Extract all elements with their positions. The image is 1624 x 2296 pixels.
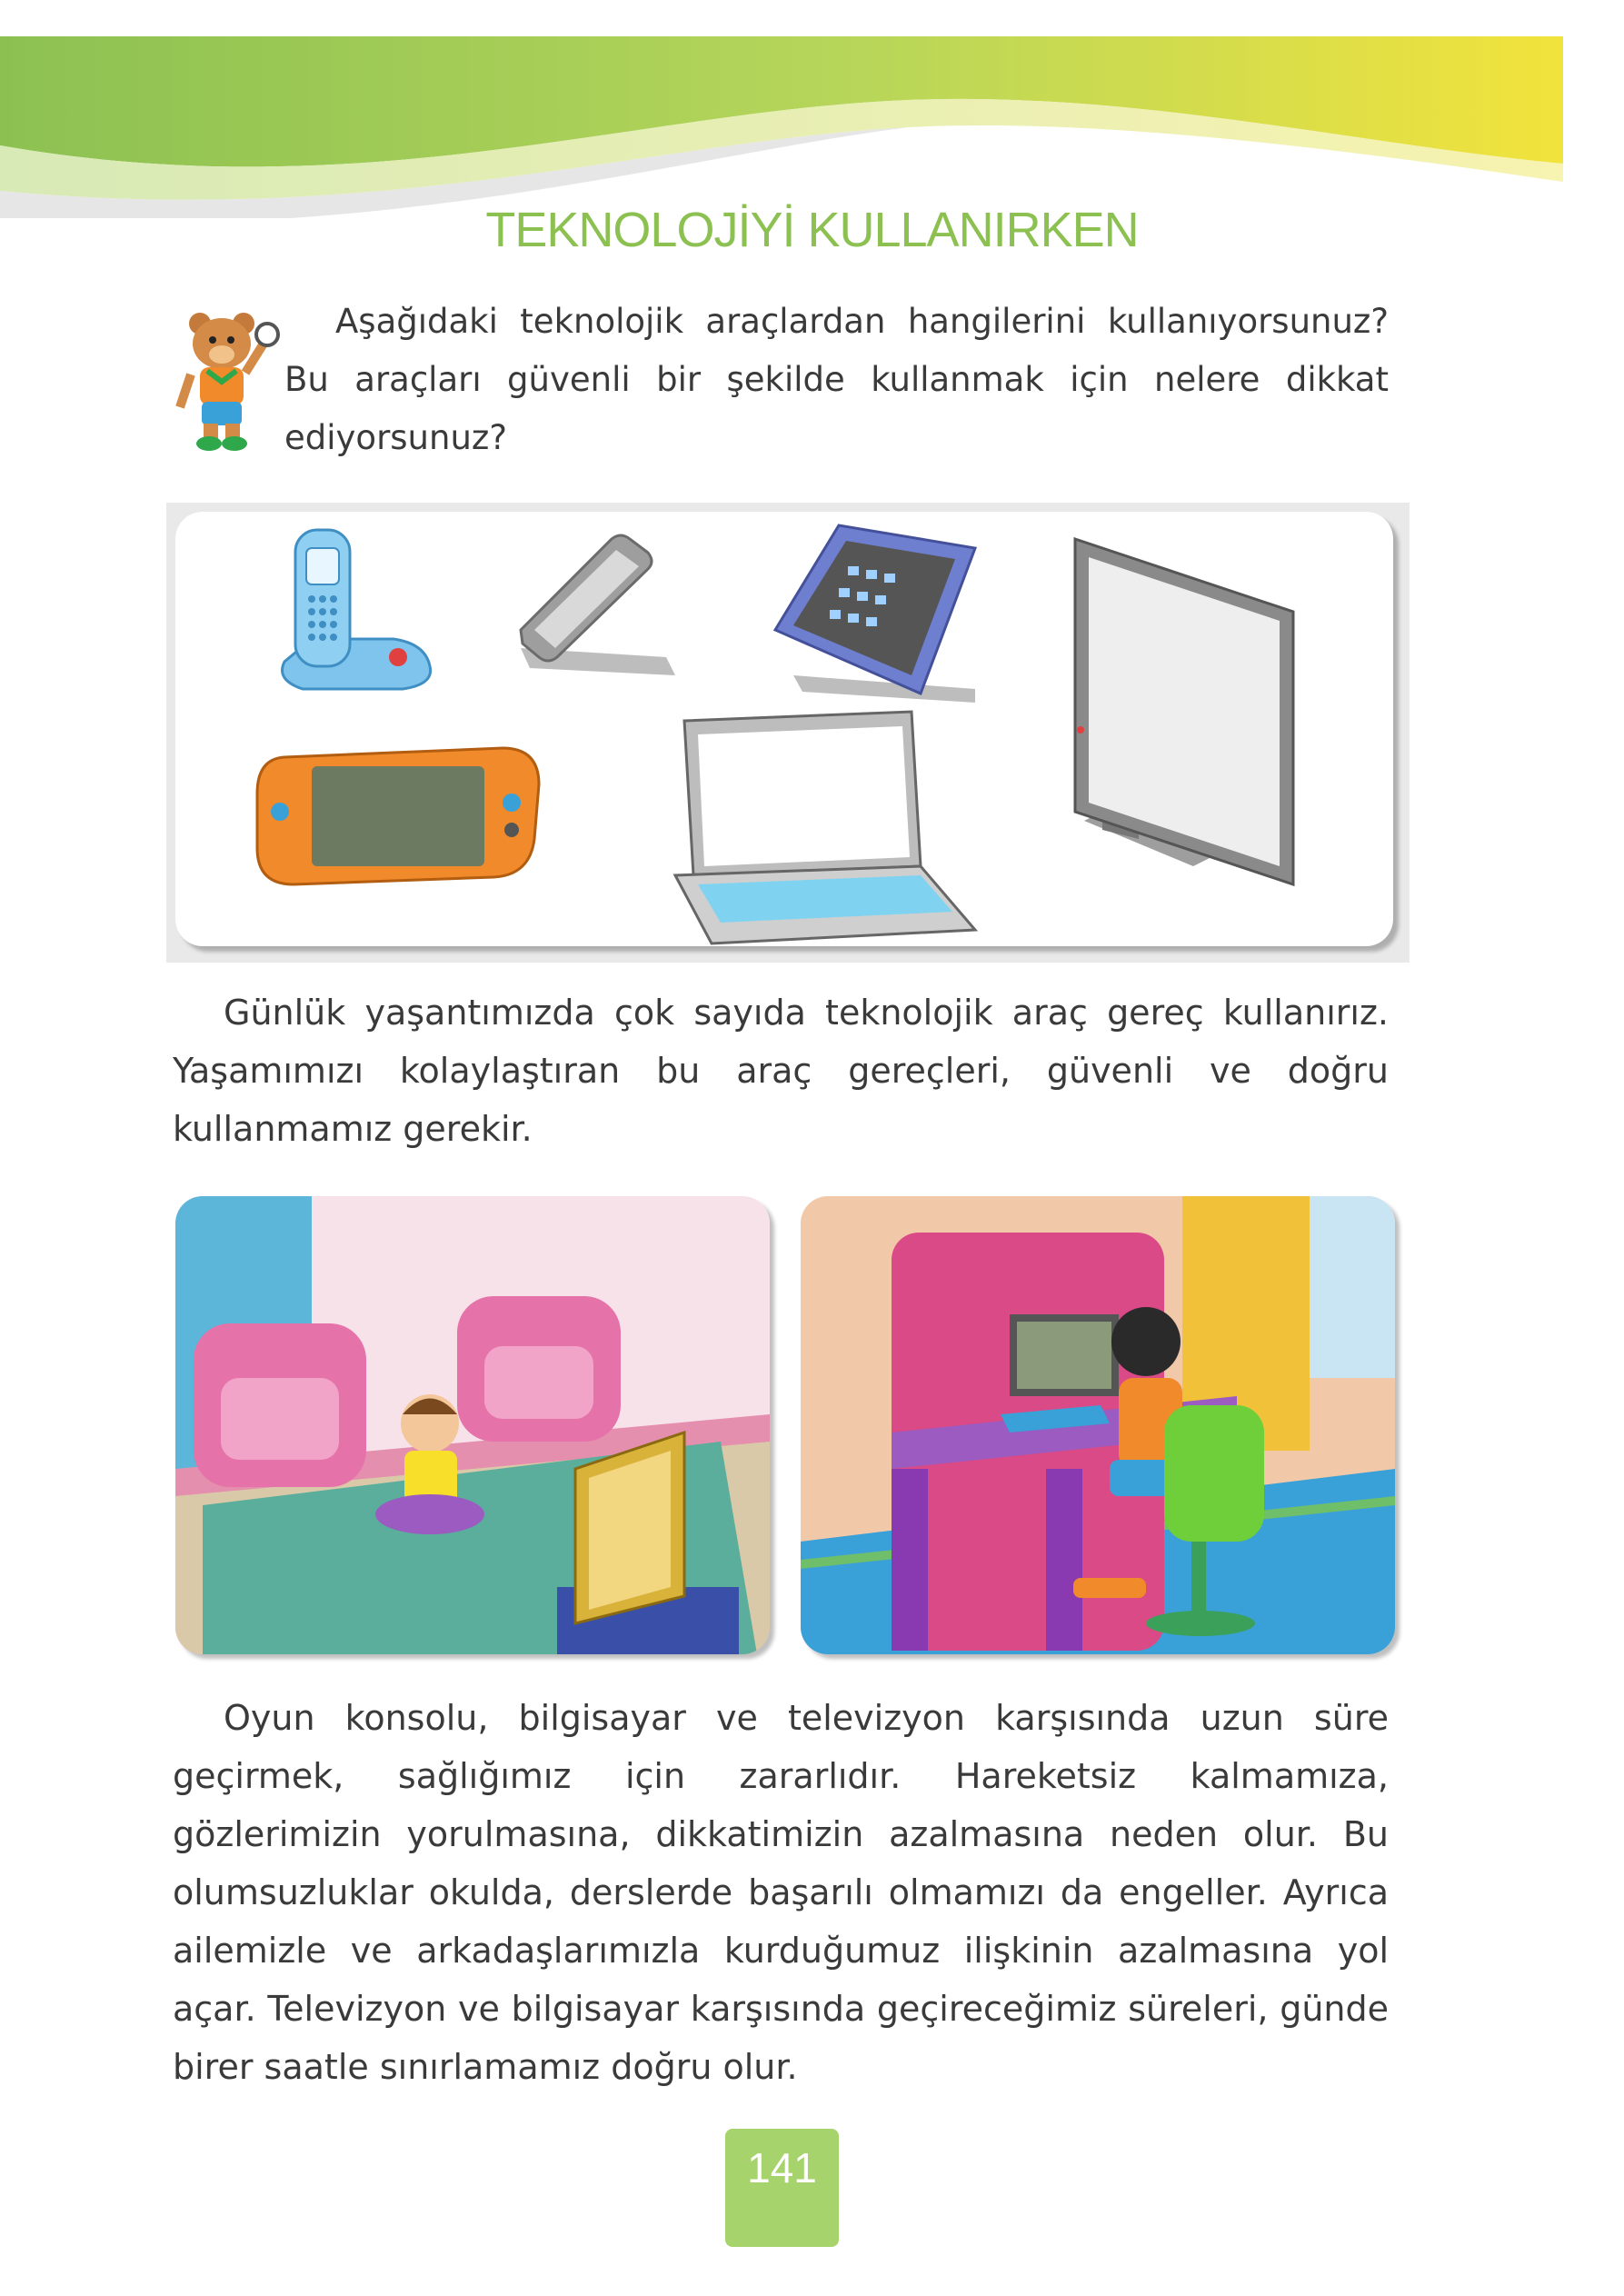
cordless-phone-image [283, 530, 431, 689]
bear-mascot [173, 307, 282, 453]
laptop-image [675, 712, 975, 943]
television-image [1075, 539, 1293, 884]
header-banner [0, 36, 1563, 218]
living-room-scene [166, 1187, 784, 1669]
paragraph-2: Oyun konsolu, bilgisayar ve televizyon karşısında uzun süre geçirmek, sağlığımız için zararlıdır. Hareketsiz kalmamıza, gözlerimizin yorulmasına, dikkatimizin azalmasına neden olur. Bu olumsuzluklar okulda, derslerde başarılı olmamızı da engeller. Ayrıca ailemizle ve arkadaşlarımızla kurduğumuz ilişkinin azalmasına yol açar. Televizyon ve bilgisayar karşısında geçireceğimiz süreleri, günde birer saatle sınırlamamız doğru olur. [173, 1698, 1389, 2087]
devices-illustration-panel [166, 503, 1410, 963]
handheld-game-console-image [257, 748, 539, 884]
devices-card [175, 512, 1393, 946]
computer-monitor [1001, 1314, 1119, 1433]
page-title: TEKNOLOJİYİ KULLANIRKEN [485, 203, 1139, 257]
tablet-image [775, 525, 975, 703]
page-number: 141 [725, 2129, 839, 2247]
pink-armchair-left [194, 1323, 366, 1487]
intro-question: Aşağıdaki teknolojik araçlardan hangilerini kullanıyorsunuz? Bu araçları güvenli bir şekilde kullanmak için nelere dikkat ediyorsunuz? [284, 302, 1389, 457]
pink-armchair-right [457, 1296, 621, 1442]
computer-desk-scene [792, 1187, 1410, 1669]
paragraph-1: Günlük yaşantımızda çok sayıda teknolojik araç gereç kullanırız. Yaşamımızı kolaylaştıran bu araç gereçleri, güvenli ve doğru kullanmamız gerekir. [173, 993, 1389, 1149]
smartphone-image [521, 535, 675, 675]
